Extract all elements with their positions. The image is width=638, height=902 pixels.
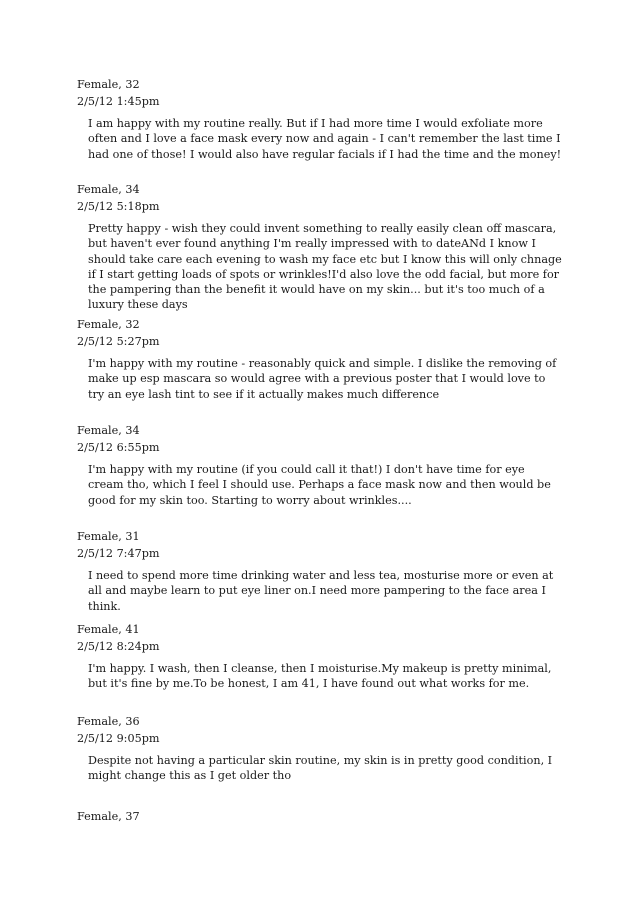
entry-author: Female, 37 [77,810,140,823]
entry-author: Female, 34 [77,183,140,196]
entry-timestamp: 2/5/12 5:27pm [77,334,160,348]
entry-timestamp: 2/5/12 7:47pm [77,546,160,560]
entry-2 [77,182,567,313]
entry-comment: I need to spend more time drinking water and less tea, mosturise more or even at all and maybe learn to put eye liner on.I need more pampering to the face area I think. [88,569,554,613]
entry-timestamp: 2/5/12 6:55pm [77,440,160,454]
entry-timestamp: 2/5/12 5:18pm [77,199,160,213]
entry-author: Female, 36 [77,715,140,728]
entry-author: Female, 41 [77,623,140,636]
entry-comment: Pretty happy - wish they could invent something to really easily clean off mascara, but haven't ever found anything I'm really impressed with to dateANd I know I should take care each evening to wash my face etc but I know this will only chnage if I start getting loads of spots or wrinkles!I'd also love the odd facial, but more for the pampering than the benefit it would have on my skin... but it's too much of a luxury these days [88,222,562,312]
entry-timestamp: 2/5/12 1:45pm [77,94,160,108]
entry-timestamp: 2/5/12 9:05pm [77,731,160,745]
entry-author: Female, 32 [77,78,140,91]
entry-7 [77,714,567,784]
entry-author: Female, 34 [77,424,140,437]
entry-8 [77,809,567,826]
entry-author: Female, 31 [77,530,140,543]
entry-comment: Despite not having a particular skin routine, my skin is in pretty good condition, I might change this as I get older tho [88,754,553,783]
entry-3 [77,317,567,402]
entry-1 [77,77,567,162]
entry-6 [77,622,567,692]
entry-comment: I'm happy. I wash, then I cleanse, then I moisturise.My makeup is pretty minimal, but it's fine by me.To be honest, I am 41, I have found out what works for me. [88,662,552,691]
entry-timestamp: 2/5/12 8:24pm [77,639,160,653]
entry-comment: I'm happy with my routine (if you could call it that!) I don't have time for eye cream tho, which I feel I should use. Perhaps a face mask now and then would be good for my skin too. Starting to worry about wrinkles.... [88,463,551,507]
entry-author: Female, 32 [77,318,140,331]
entry-5 [77,529,567,614]
entry-comment: I am happy with my routine really. But if I had more time I would exfoliate more often and I love a face mask every now and again - I can't remember the last time I had one of those! I would also have regular facials if I had the time and the money! [88,117,562,161]
entry-comment: I'm happy with my routine - reasonably quick and simple. I dislike the removing of make up esp mascara so would agree with a previous poster that I would love to try an eye lash tint to see if it actually makes much difference [88,357,557,401]
entry-4 [77,423,567,508]
